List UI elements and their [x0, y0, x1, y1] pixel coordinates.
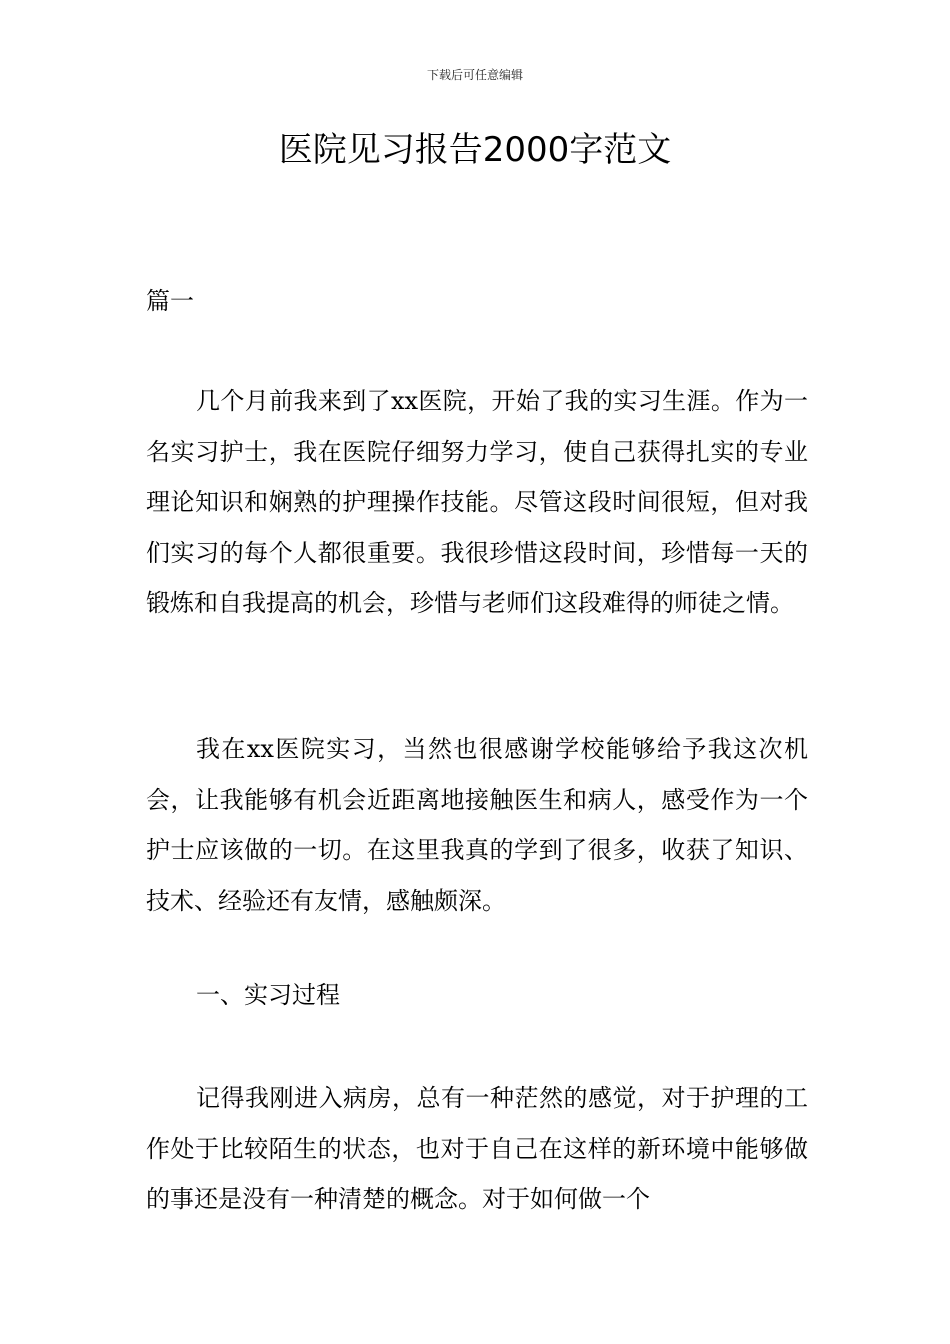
download-note: 下载后可任意编辑: [426, 68, 523, 82]
document-title: 医院见习报告2000字范文: [278, 130, 672, 170]
paragraph-1: 几个月前我来到了xx医院，开始了我的实习生涯。作为一名实习护士，我在医院仔细努力学习，使自己获得扎实的专业理论知识和娴熟的护理操作技能。尽管这段时间很短，但对我们实习的每个人都很重要。我很珍惜这段时间，珍惜每一天的锻炼和自我提高的机会，珍惜与老师们这段难得的师徒之情。: [146, 387, 808, 617]
paragraph-2: 我在xx医院实习，当然也很感谢学校能够给予我这次机会，让我能够有机会近距离地接触医生和病人，感受作为一个护士应该做的一切。在这里我真的学到了很多，收获了知识、技术、经验还有友情，感触颇深。: [146, 735, 808, 915]
paragraph-3: 记得我刚进入病房，总有一种茫然的感觉，对于护理的工作处于比较陌生的状态，也对于自己在这样的新环境中能够做的事还是没有一种清楚的概念。对于如何做一个: [146, 1084, 808, 1213]
section-label: 篇一: [146, 287, 194, 315]
section-heading-practice-process: 一、实习过程: [196, 981, 340, 1009]
